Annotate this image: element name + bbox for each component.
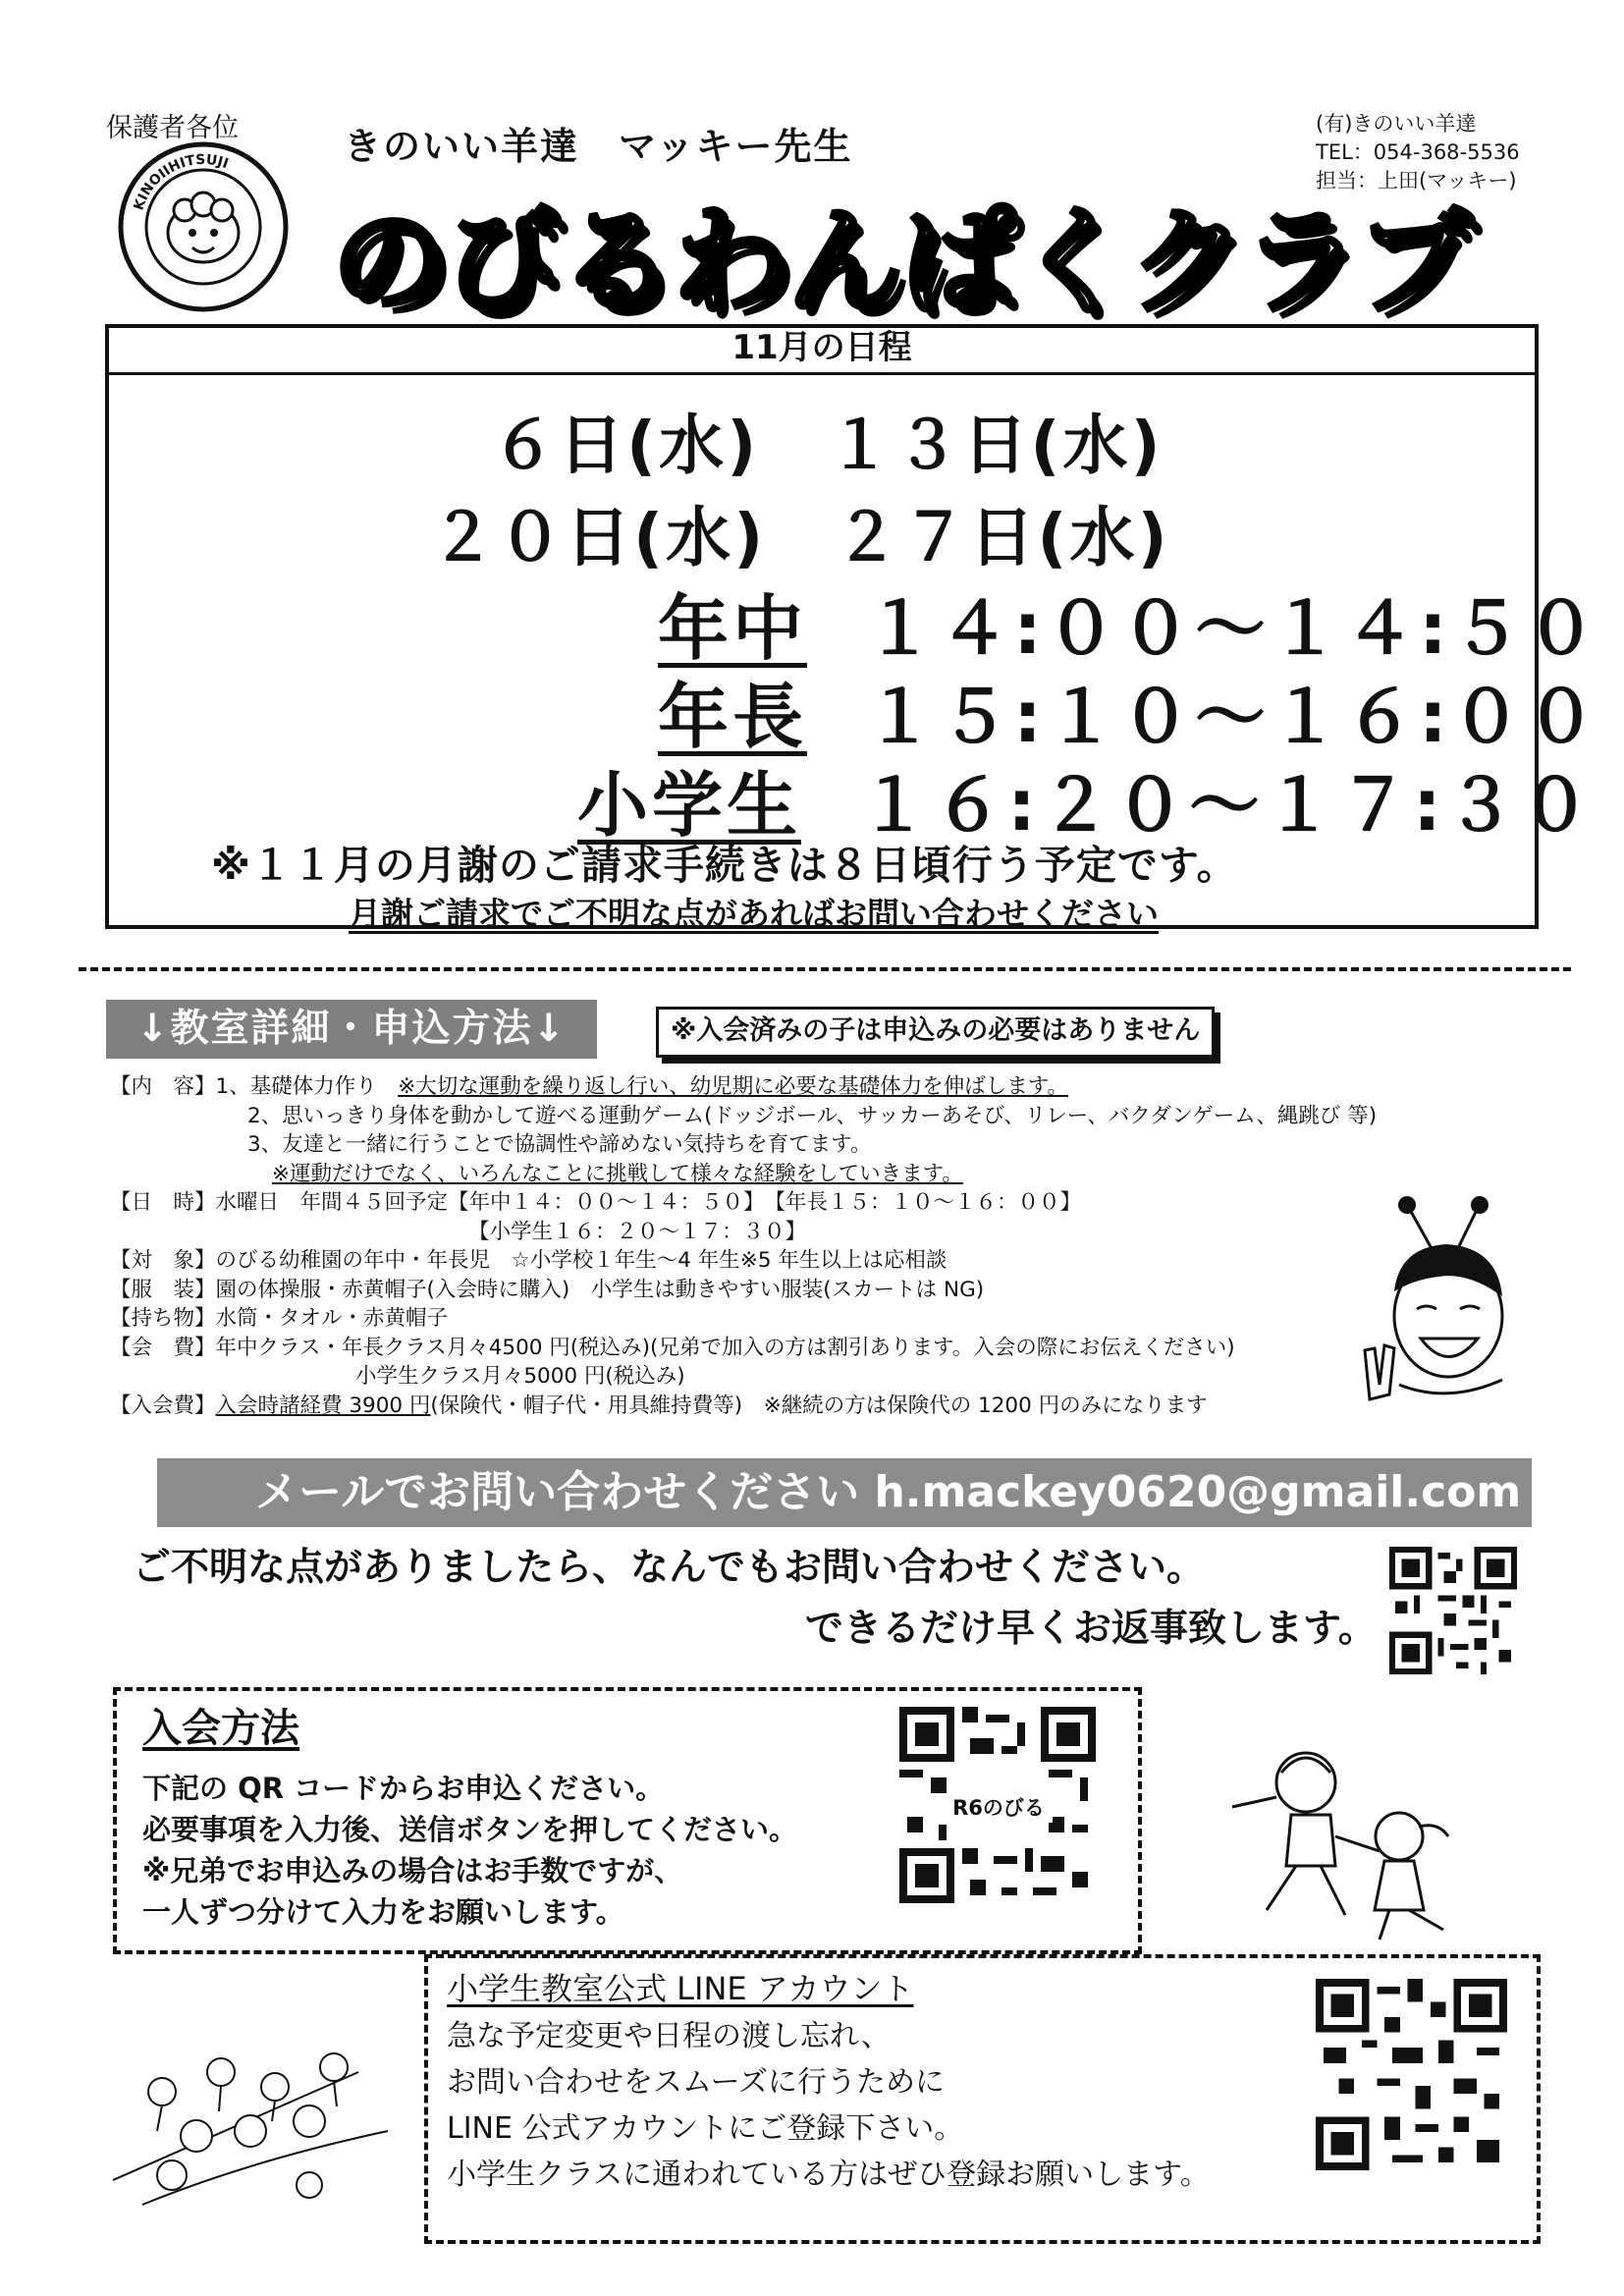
line-account-line: 急な予定変更や日程の渡し忘れ、 <box>447 2019 891 2053</box>
dashed-divider <box>79 967 1571 971</box>
running-kids-illustration <box>1222 1728 1488 1949</box>
company-phone: TEL：054-368-5536 <box>1316 140 1520 164</box>
join-instructions <box>142 1768 797 1933</box>
schedule-heading: 11月の日程 <box>105 324 1539 375</box>
detail-row-content <box>110 1072 1377 1102</box>
detail-label: 【日 時】 <box>110 1190 216 1215</box>
contact-email[interactable]: h.mackey0620@gmail.com <box>874 1467 1522 1517</box>
detail-row <box>110 1160 1377 1189</box>
addressee: 保護者各位 <box>106 113 239 143</box>
fee-inquiry-note: 月謝ご請求でご不明な点があればお問い合わせください <box>349 895 1159 933</box>
detail-text: のびる幼稚園の年中・年長児 ☆小学校１年生～4 年生※5 年生以上は応相談 <box>215 1248 947 1273</box>
detail-text: (保険代・帽子代・用具維持費等) ※継続の方は保険代の 1200 円のみになります <box>430 1393 1208 1418</box>
join-instruction-line: 下記の QR コードからお申込ください。 <box>142 1772 665 1805</box>
detail-row-fee <box>110 1334 1377 1363</box>
detail-text-underlined: 入会時諸経費 3900 円 <box>215 1393 431 1418</box>
detail-text: 水筒・タオル・赤黄帽子 <box>215 1306 449 1331</box>
section-heading: ↓教室詳細・申込方法↓ <box>106 1000 597 1059</box>
time-row-label: 年中 <box>658 587 808 670</box>
detail-label: 【内 容】 <box>110 1074 216 1099</box>
detail-text: 年中クラス・年長クラス月々4500 円(税込み)(兄弟で加入の方は割引あります。入会の際にお伝えください) <box>215 1335 1235 1360</box>
detail-row-clothing <box>110 1276 1377 1305</box>
time-row-label: 小学生 <box>577 764 802 847</box>
time-row-nencho <box>658 660 1600 762</box>
detail-label: 【服 装】 <box>110 1277 216 1302</box>
not-required-note: ※入会済みの子は申込みの必要はありません <box>656 1007 1215 1058</box>
line-account-text <box>447 2013 1210 2198</box>
detail-row: 2、思いっきり身体を動かして遊べる運動ゲーム(ドッジボール、サッカーあそび、リレー、バクダンゲーム、縄跳び 等) <box>247 1103 1378 1128</box>
time-row-time: １４:００～１４:５０ <box>864 587 1600 670</box>
help-message-2: できるだけ早くお返事致します。 <box>805 1607 1377 1651</box>
join-instruction-line: 必要事項を入力後、送信ボタンを押してください。 <box>142 1813 798 1846</box>
detail-row-target <box>110 1246 1377 1276</box>
detail-label: 【対 象】 <box>110 1248 216 1273</box>
contact-bar-label: メールでお問い合わせください <box>255 1467 860 1517</box>
detail-label: 【入会費】 <box>110 1393 216 1418</box>
help-message-1: ご不明な点がありましたら、なんでもお問い合わせください。 <box>133 1546 1206 1590</box>
detail-row-entry-fee <box>110 1392 1377 1421</box>
email-qr-code[interactable] <box>1389 1547 1517 1674</box>
detail-label: 【持ち物】 <box>110 1306 216 1331</box>
schedule-dates-line-1: ６日(水) １３日(水) <box>491 408 1164 483</box>
join-instruction-line: ※兄弟でお申込みの場合はお手数ですが、 <box>142 1854 683 1887</box>
time-row-time: １６:２０～１７:３０ <box>858 764 1595 847</box>
detail-row-items <box>110 1304 1377 1334</box>
company-name: (有)きのいい羊達 <box>1316 112 1477 136</box>
playing-kids-illustration <box>103 2013 398 2219</box>
page-title: のびるわんぱくクラブ <box>332 194 1472 330</box>
detail-text-underlined: ※大切な運動を繰り返し行い、幼児期に必要な基礎体力を伸ばします。 <box>398 1074 1069 1099</box>
teacher-subtitle: きのいい羊達 マッキー先生 <box>344 125 853 168</box>
contact-bar <box>157 1458 1532 1527</box>
detail-row: 小学生クラス月々5000 円(税込み) <box>355 1364 685 1389</box>
time-row-time: １５:１０～１６:００ <box>864 676 1600 758</box>
qr-code-label: R6のびる <box>945 1793 1053 1823</box>
logo-text: KINOIIHITSUJI <box>131 151 231 213</box>
line-qr-code[interactable] <box>1316 1979 1507 2170</box>
time-row-label: 年長 <box>658 676 808 758</box>
line-account-title: 小学生教室公式 LINE アカウント <box>447 1970 914 2007</box>
detail-row-time <box>110 1188 1377 1218</box>
detail-row: 【小学生１６：２０～１７：３０】 <box>468 1219 807 1244</box>
detail-text: 水曜日 年間４５回予定【年中１４：００～１４：５０】 【年長１５：１０～１６：００】 <box>215 1190 1082 1215</box>
fee-billing-note: ※１１月の月謝のご請求手続きは８日頃行う予定です。 <box>211 842 1238 889</box>
sheep-logo <box>116 139 291 314</box>
company-info <box>1316 110 1520 195</box>
time-row-nenchu <box>658 572 1600 674</box>
detail-label: 【会 費】 <box>110 1335 216 1360</box>
line-account-line: LINE 公式アカウントにご登録下さい。 <box>447 2111 964 2146</box>
detail-text: 1、基礎体力作り <box>215 1074 399 1099</box>
line-account-line: 小学生クラスに通われている方はぜひ登録お願いします。 <box>447 2158 1210 2192</box>
company-contact-person: 担当：上田(マッキー) <box>1316 169 1517 192</box>
join-method-title: 入会方法 <box>142 1706 299 1751</box>
detail-text: 園の体操服・赤黄帽子(入会時に購入) 小学生は動きやすい服装(スカートは NG) <box>215 1277 985 1302</box>
join-instruction-line: 一人ずつ分けて入力をお願いします。 <box>142 1895 624 1929</box>
detail-row: 3、友達と一緒に行うことで協調性や諦めない気持ちを育てます。 <box>247 1132 872 1157</box>
class-details <box>110 1072 1377 1420</box>
detail-text-underlined: ※運動だけでなく、いろんなことに挑戦して様々な経験をしていきます。 <box>272 1161 963 1186</box>
schedule-dates-line-2: ２０日(水) ２７日(水) <box>430 500 1170 575</box>
line-account-line: お問い合わせをスムーズに行うために <box>447 2065 945 2100</box>
teacher-mascot-illustration <box>1340 1193 1522 1409</box>
